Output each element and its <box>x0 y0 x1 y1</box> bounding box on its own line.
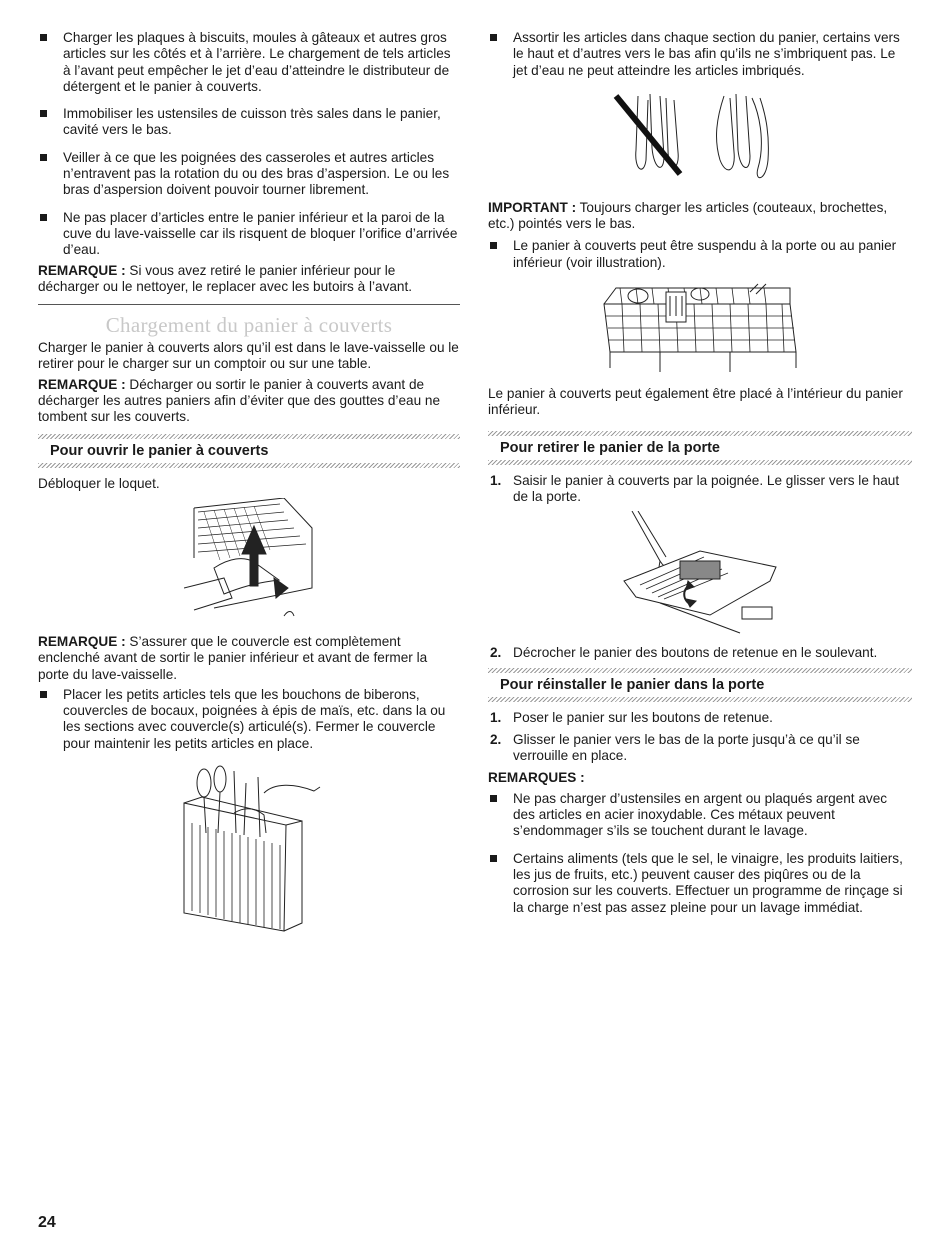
remove-basket-illustration <box>620 511 780 637</box>
list-item: Certains aliments (tels que le sel, le vinaigre, les produits laitiers, les jus de fruits, etc.) peuvent causer des piqûres ou de la corrosion sur les couverts. Effectuer un programme de rinçage si la charge n’est pas assez pleine pour un lavage immédiat. <box>488 851 912 916</box>
list-item: Veiller à ce que les poignées des casseroles et autres articles n’entravent pas la rotation du ou des bras d’aspersion. Le ou les bras d’aspersion doivent pouvoir tourner librement. <box>38 150 460 199</box>
remarks-label: REMARQUES : <box>488 770 585 786</box>
section-title: Chargement du panier à couverts <box>105 313 393 338</box>
nested-utensils-illustration <box>610 90 790 192</box>
remark-unload: REMARQUE : Décharger ou sortir le panier à couverts avant de décharger les autres paniers afin d’éviter que des gouttes d’eau ne tombent sur les couverts. <box>38 376 441 425</box>
list-item: Immobiliser les ustensiles de cuisson très sales dans le panier, cavité vers le bas. <box>38 106 460 139</box>
hatch-divider <box>38 463 460 468</box>
list-item: Ne pas placer d’articles entre le panier inférieur et la paroi de la cuve du lave-vaisselle car ils risquent de bloquer l’orifice d’arrivée d’eau. <box>38 210 460 259</box>
left-column <box>38 30 460 935</box>
list-item: Ne pas charger d’ustensiles en argent ou plaqués argent avec des articles en acier inoxydable. Ces métaux peuvent s’endommager s’ils se touchent durant le lavage. <box>488 791 912 840</box>
bullet-icon <box>40 34 47 41</box>
bullet-icon <box>40 154 47 161</box>
basket-illustration <box>174 763 324 935</box>
step-item: 1. Saisir le panier à couverts par la poignée. Le glisser vers le haut de la porte. <box>490 472 900 504</box>
list-item: Le panier à couverts peut être suspendu à la porte ou au panier inférieur (voir illustration). <box>488 238 912 271</box>
subheading-reinstall: Pour réinstaller le panier dans la porte <box>500 676 765 693</box>
list-item: Charger les plaques à biscuits, moules à gâteaux et autres gros articles sur les côtés et à l’arrière. Le chargement de tels articles à l’avant peut empêcher le jet d’eau d’atteindre le distributeur de détergent et le panier à couverts. <box>38 30 460 95</box>
subheading-open-basket: Pour ouvrir le panier à couverts <box>50 442 269 459</box>
remark-lid: REMARQUE : S’assurer que le couvercle est complètement enclenché avant de sortir le panier inférieur et avant de fermer la porte du lave-vaisselle. <box>38 633 428 682</box>
bullet-icon <box>40 110 47 117</box>
step-item: 2. Glisser le panier vers le bas de la porte jusqu’à ce qu’il se verrouille en place. <box>490 731 860 764</box>
list-item: Assortir les articles dans chaque section du panier, certains vers le haut et d’autres vers le bas afin qu’ils ne s’imbriquent pas. Le jet d’eau ne peut atteindre les articles imbriqués. <box>488 30 912 79</box>
latch-illustration <box>184 498 314 626</box>
rack-illustration <box>600 282 800 380</box>
hatch-divider <box>488 697 912 702</box>
list-item: Placer les petits articles tels que les bouchons de biberons, couvercles de bocaux, poignées à épis de maïs, etc. dans la ou les sections avec couvercle(s) articulé(s). Fermer le couvercle pour maintenir les petits articles en place. <box>38 687 460 752</box>
unlock-text: Débloquer le loquet. <box>38 475 160 491</box>
page-number: 24 <box>38 1214 56 1231</box>
bullet-icon <box>490 34 497 41</box>
subheading-remove: Pour retirer le panier de la porte <box>500 439 720 456</box>
right-column <box>488 30 912 927</box>
section-intro: Charger le panier à couverts alors qu’il est dans le lave-vaisselle ou le retirer pour le charger sur un comptoir ou sur une table. <box>38 340 459 372</box>
inside-text: Le panier à couverts peut également être placé à l’intérieur du panier inférieur. <box>488 386 903 418</box>
bullet-icon <box>490 795 497 802</box>
bullet-icon <box>490 242 497 249</box>
step-item: 2. Décrocher le panier des boutons de retenue en le soulevant. <box>490 645 878 661</box>
step-item: 1. Poser le panier sur les boutons de retenue. <box>490 709 773 725</box>
remark-rack: REMARQUE : Si vous avez retiré le panier inférieur pour le décharger ou le nettoyer, le replacer avec les butoirs à l’avant. <box>38 262 413 294</box>
bullet-icon <box>40 691 47 698</box>
hatch-divider <box>488 460 912 465</box>
important-note: IMPORTANT : Toujours charger les articles (couteaux, brochettes, etc.) pointés vers le bas. <box>488 199 888 232</box>
bullet-icon <box>490 855 497 862</box>
divider <box>38 304 460 305</box>
bullet-icon <box>40 214 47 221</box>
